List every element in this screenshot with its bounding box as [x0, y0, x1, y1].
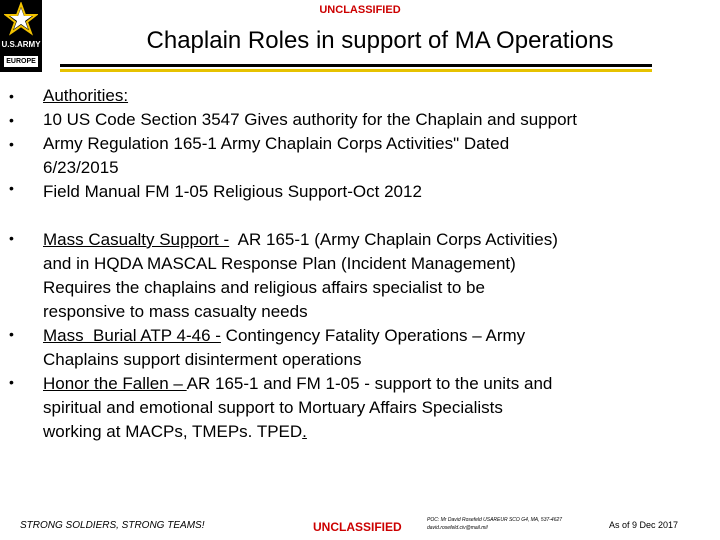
mass-casualty-line: and in HQDA MASCAL Response Plan (Incident Management) — [43, 254, 516, 273]
mass-burial-line — [43, 324, 713, 348]
honor-line: spiritual and emotional support to Mortuary Affairs Specialists — [43, 398, 503, 417]
bullet: • — [9, 88, 14, 104]
poc-line: POC: Mr David Rosefeld USAREUR SCO G4, MA, 537-4627 — [427, 517, 563, 523]
logo-text: U.S.ARMY — [1, 40, 41, 49]
honor-period: . — [302, 422, 307, 441]
bullet: • — [9, 326, 14, 342]
bullet: • — [9, 112, 14, 128]
mass-casualty-line: Requires the chaplains and religious affairs specialist to be — [43, 278, 485, 297]
title-rule-black — [60, 64, 652, 67]
mass-casualty-line: responsive to mass casualty needs — [43, 302, 308, 321]
bullet: • — [9, 180, 14, 196]
authorities-line: 10 US Code Section 3547 Gives authority for the Chaplain and support — [43, 110, 577, 129]
honor-text: working at MACPs, TMEPs. TPED — [43, 422, 303, 441]
mass-casualty-label: Mass Casualty Support - — [43, 230, 230, 249]
mass-burial-label: Mass Burial ATP 4-46 - — [43, 326, 221, 345]
authorities-heading: Authorities: — [43, 86, 129, 105]
honor-line — [43, 372, 713, 396]
title-rule-gold — [60, 69, 652, 72]
bullet: • — [9, 230, 14, 246]
bullet: • — [9, 136, 14, 152]
logo-subtext: EUROPE — [4, 56, 38, 67]
authorities-line: Army Regulation 165-1 Army Chaplain Corps Activities" Dated — [43, 134, 510, 153]
honor-line — [43, 420, 713, 444]
authorities-line: 6/23/2015 — [43, 158, 119, 177]
footer-poc — [427, 516, 607, 532]
footer-date: As of 9 Dec 2017 — [609, 520, 679, 530]
honor-text: AR 165-1 and FM 1-05 - support to the units and — [186, 374, 553, 393]
footer-motto: STRONG SOLDIERS, STRONG TEAMS! — [20, 520, 205, 531]
classification-banner-top: UNCLASSIFIED — [319, 4, 401, 16]
bullet: • — [9, 374, 14, 390]
army-logo — [0, 0, 42, 72]
poc-line: david.rosefeld.civ@mail.mil — [427, 525, 488, 531]
page-title: Chaplain Roles in support of MA Operations — [146, 27, 614, 54]
authorities-line: Field Manual FM 1-05 Religious Support-Oct 2012 — [43, 182, 422, 201]
star-icon — [4, 2, 38, 36]
mass-casualty-line — [43, 228, 713, 252]
mass-casualty-text: AR 165-1 (Army Chaplain Corps Activities) — [229, 230, 558, 249]
mass-burial-text: Contingency Fatality Operations – Army — [220, 326, 526, 345]
classification-banner-bottom: UNCLASSIFIED — [313, 520, 402, 534]
honor-label: Honor the Fallen – — [43, 374, 187, 393]
mass-burial-line: Chaplains support disinterment operations — [43, 350, 362, 369]
